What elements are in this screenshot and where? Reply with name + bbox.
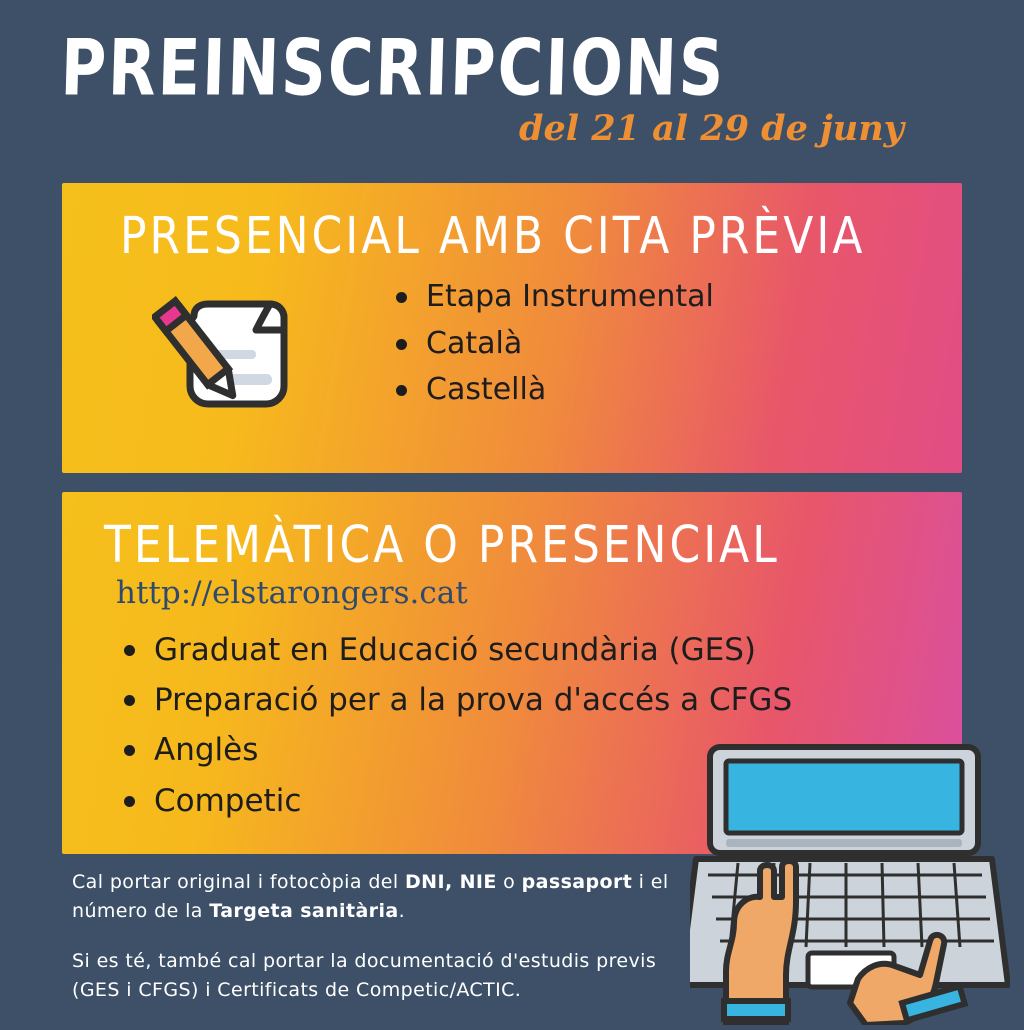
list-item: Castellà	[392, 367, 714, 414]
list-item: Català	[392, 321, 714, 368]
note-previous-studies: Si es té, també cal portar la documentació d'estudis previs (GES i CFGS) i Certificats de Competic/ACTIC.	[72, 950, 657, 1001]
list-item: Graduat en Educació secundària (GES)	[116, 625, 962, 675]
note-text: .	[398, 899, 406, 922]
list-item: Competic	[116, 776, 962, 826]
list-item: Anglès	[116, 725, 962, 775]
card-presencial-list	[362, 274, 714, 414]
note-documents	[72, 868, 672, 925]
footer-notes	[72, 868, 672, 1026]
website-link[interactable]: http://elstarongers.cat	[116, 575, 468, 611]
note-bold-passaport: passaport	[521, 871, 633, 893]
card-presencial-body	[62, 258, 962, 438]
note-text: Cal portar original i fotocòpia del	[72, 871, 405, 893]
card-presencial-heading: PRESENCIAL AMB CITA PRÈVIA	[120, 207, 866, 266]
pencil-document-icon	[152, 278, 322, 428]
card-telematica-heading: TELEMÀTICA O PRESENCIAL	[104, 516, 780, 575]
poster-header	[0, 0, 1024, 175]
note-bold-dni: DNI, NIE	[405, 871, 497, 893]
date-range: del 21 al 29 de juny	[519, 108, 904, 149]
card-presencial	[62, 183, 962, 473]
laptop-hands-icon	[690, 735, 1010, 1025]
list-item: Preparació per a la prova d'accés a CFGS	[116, 675, 962, 725]
note-bold-targeta: Targeta sanitària	[209, 899, 399, 922]
note-text: o	[496, 871, 522, 893]
page-title: PREINSCRIPCIONS	[59, 22, 727, 114]
note-text: i el número de la	[72, 871, 669, 922]
list-item: Etapa Instrumental	[392, 274, 714, 321]
